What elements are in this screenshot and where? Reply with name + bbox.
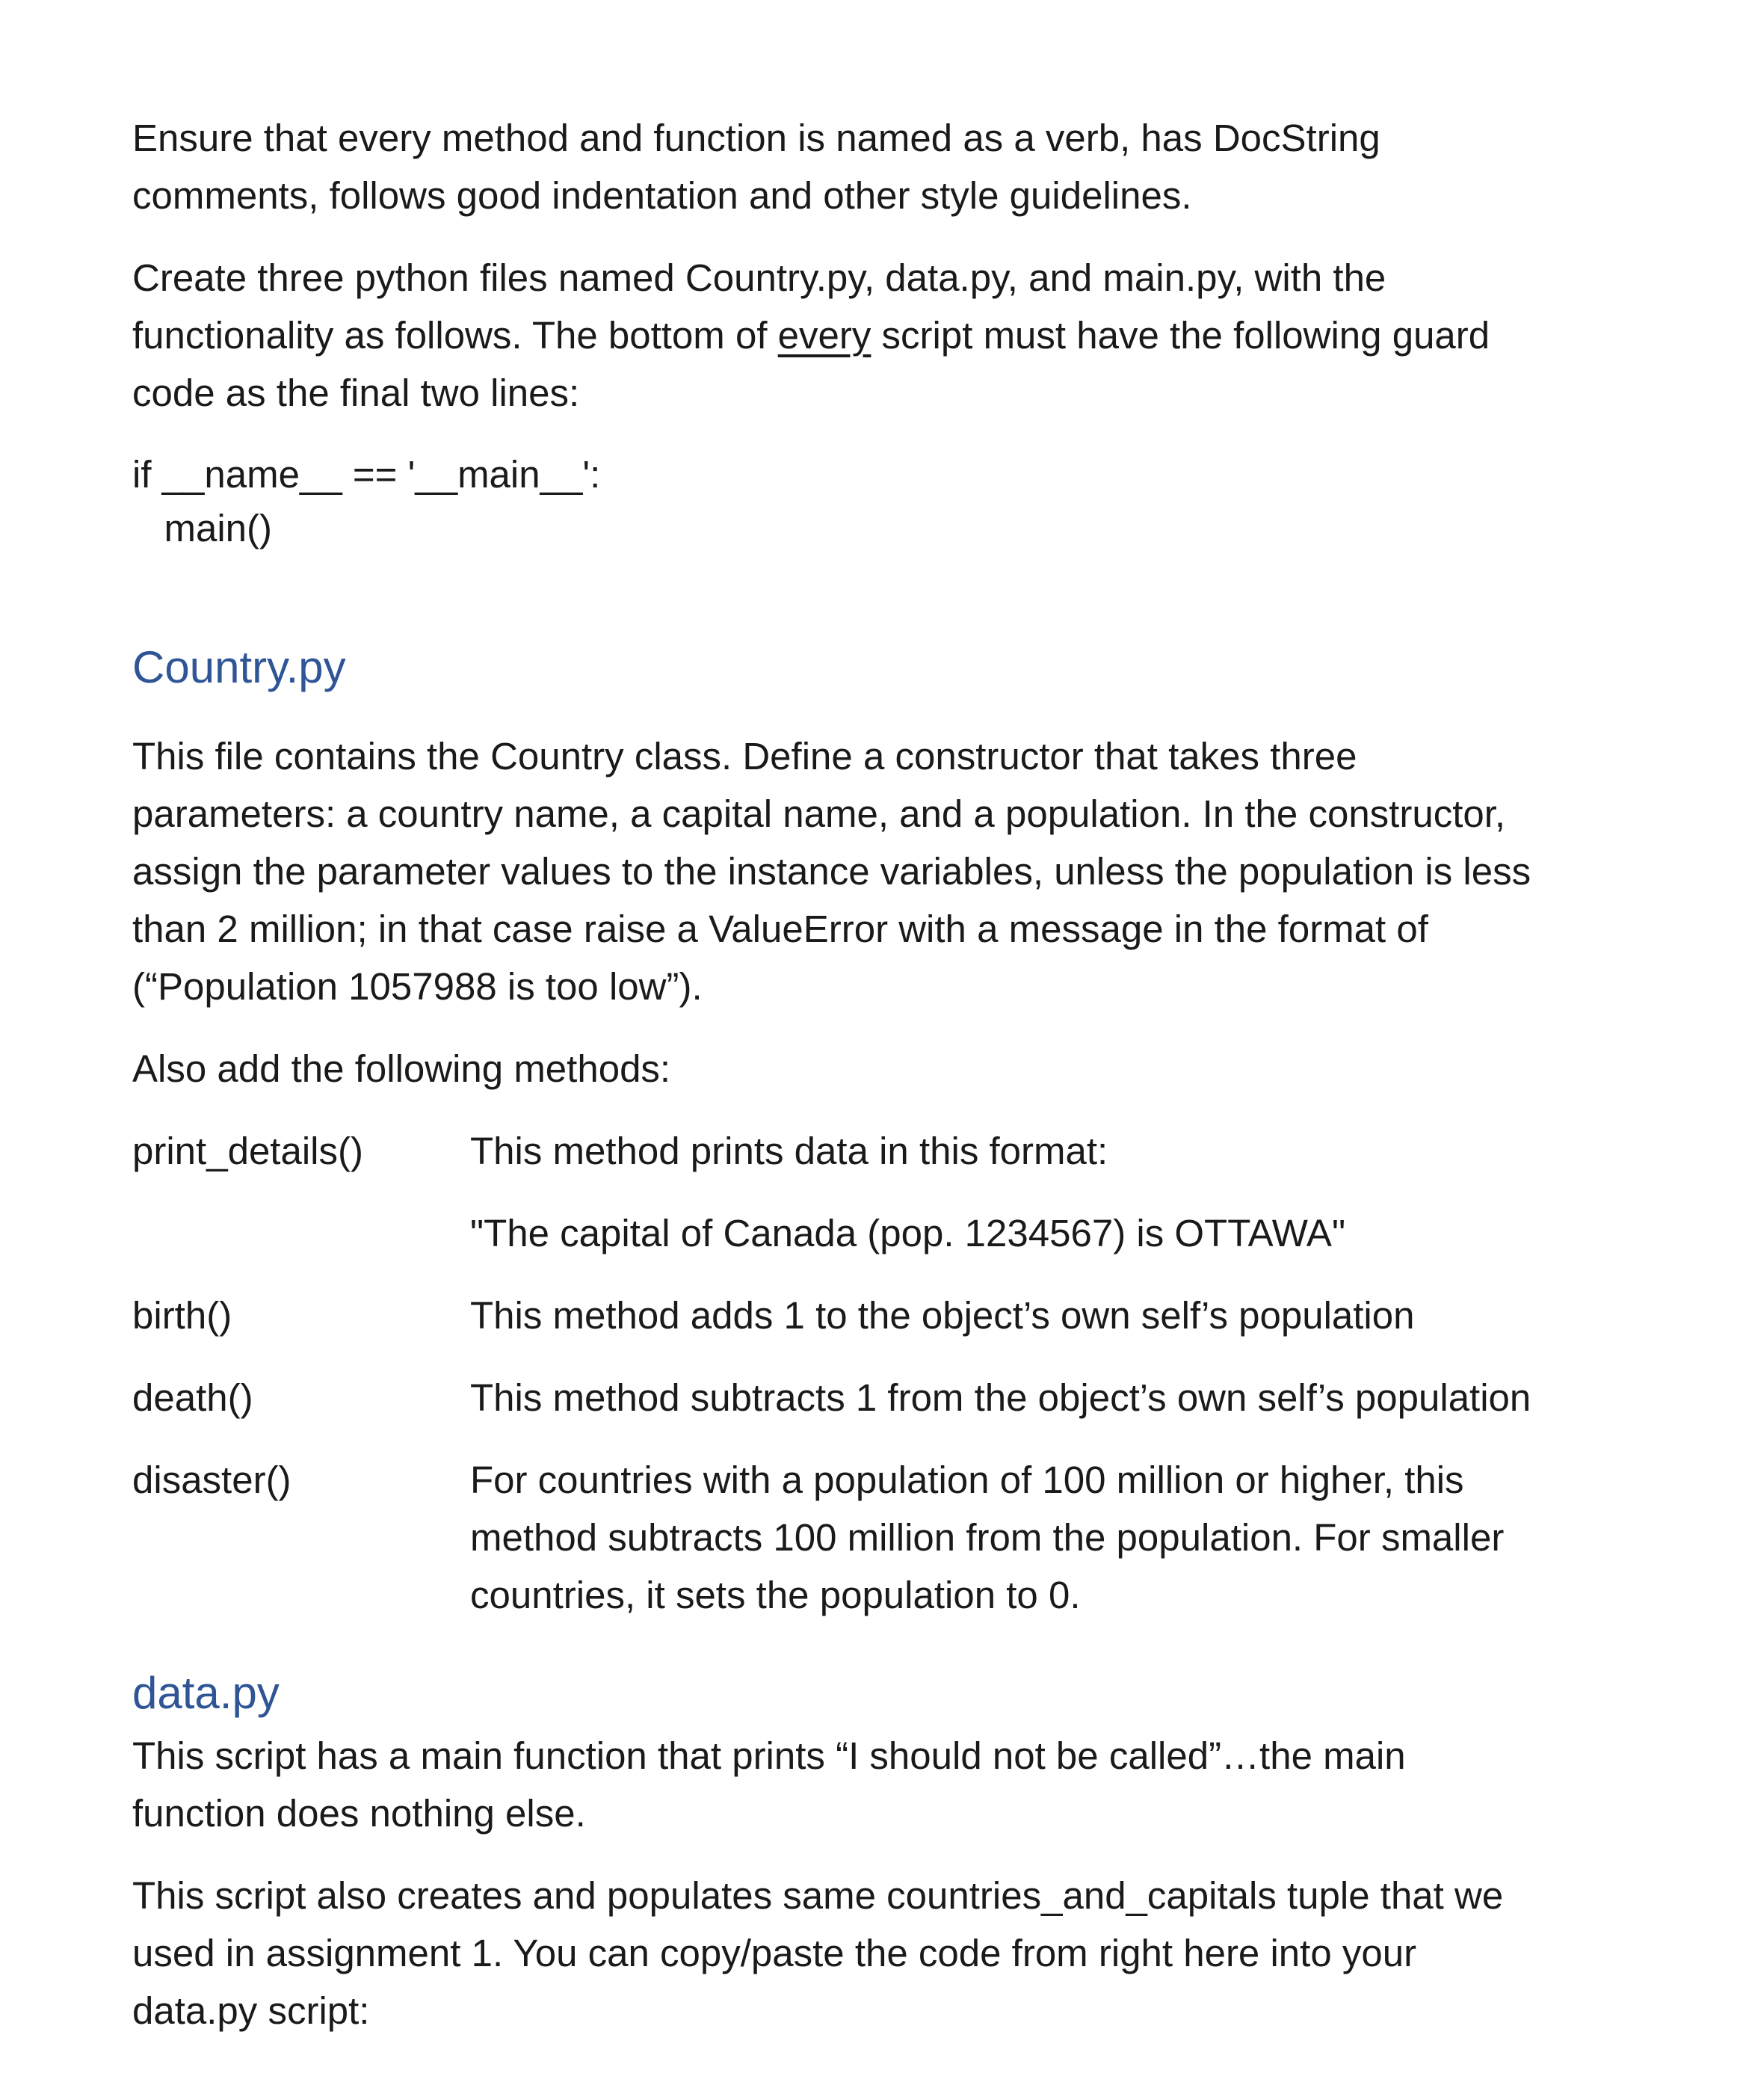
method-desc: This method adds 1 to the object’s own self’s population xyxy=(470,1294,1415,1337)
country-para-line-2: parameters: a country name, a capital name, and a population. In the constructor, xyxy=(132,792,1506,835)
data-para2-line-2: used in assignment 1. You can copy/paste the code from right here into your xyxy=(132,1932,1417,1974)
methods-intro: Also add the following methods: xyxy=(132,1047,671,1090)
method-desc-line-1: For countries with a population of 100 million or higher, this xyxy=(470,1459,1464,1501)
country-para-line-1: This file contains the Country class. Define a constructor that takes three xyxy=(132,735,1357,778)
method-name: disaster() xyxy=(132,1459,291,1501)
method-desc-line-2: method subtracts 100 million from the population. For smaller xyxy=(470,1516,1505,1559)
data-para1-line-1: This script has a main function that prints “I should not be called”…the main xyxy=(132,1734,1406,1777)
section-heading-country: Country.py xyxy=(132,642,346,692)
create-files-line-1: Create three python files named Country.py, data.py, and main.py, with the xyxy=(132,256,1386,299)
method-desc: This method prints data in this format: xyxy=(470,1130,1108,1172)
method-name: birth() xyxy=(132,1294,232,1337)
create-files-line-2-before: functionality as follows. The bottom of xyxy=(132,314,778,357)
emphasis-every: every xyxy=(777,314,871,357)
country-para-line-4: than 2 million; in that case raise a ValueError with a message in the format of xyxy=(132,908,1428,950)
country-para-line-5: (“Population 1057988 is too low”). xyxy=(132,965,703,1008)
create-files-line-2 xyxy=(132,307,1490,364)
country-para-line-3: assign the parameter values to the instance variables, unless the population is less xyxy=(132,850,1531,893)
guard-code-line-2: main() xyxy=(132,507,273,549)
method-desc: "The capital of Canada (pop. 1234567) is OTTAWA" xyxy=(470,1212,1346,1254)
method-name: print_details() xyxy=(132,1130,363,1172)
method-desc-line-3: countries, it sets the population to 0. xyxy=(470,1574,1081,1616)
create-files-line-2-after: script must have the following guard xyxy=(871,314,1490,357)
method-name: death() xyxy=(132,1376,253,1419)
intro-line-1: Ensure that every method and function is named as a verb, has DocString xyxy=(132,117,1380,159)
data-para2-line-3: data.py script: xyxy=(132,1989,370,2032)
section-heading-data: data.py xyxy=(132,1668,280,1718)
create-files-line-3: code as the final two lines: xyxy=(132,372,580,414)
data-para1-line-2: function does nothing else. xyxy=(132,1792,586,1835)
data-para2-line-1: This script also creates and populates same countries_and_capitals tuple that we xyxy=(132,1874,1504,1917)
method-desc: This method subtracts 1 from the object’s own self’s population xyxy=(470,1376,1531,1419)
guard-code-line-1: if __name__ == '__main__': xyxy=(132,453,601,496)
intro-line-2: comments, follows good indentation and other style guidelines. xyxy=(132,174,1192,217)
